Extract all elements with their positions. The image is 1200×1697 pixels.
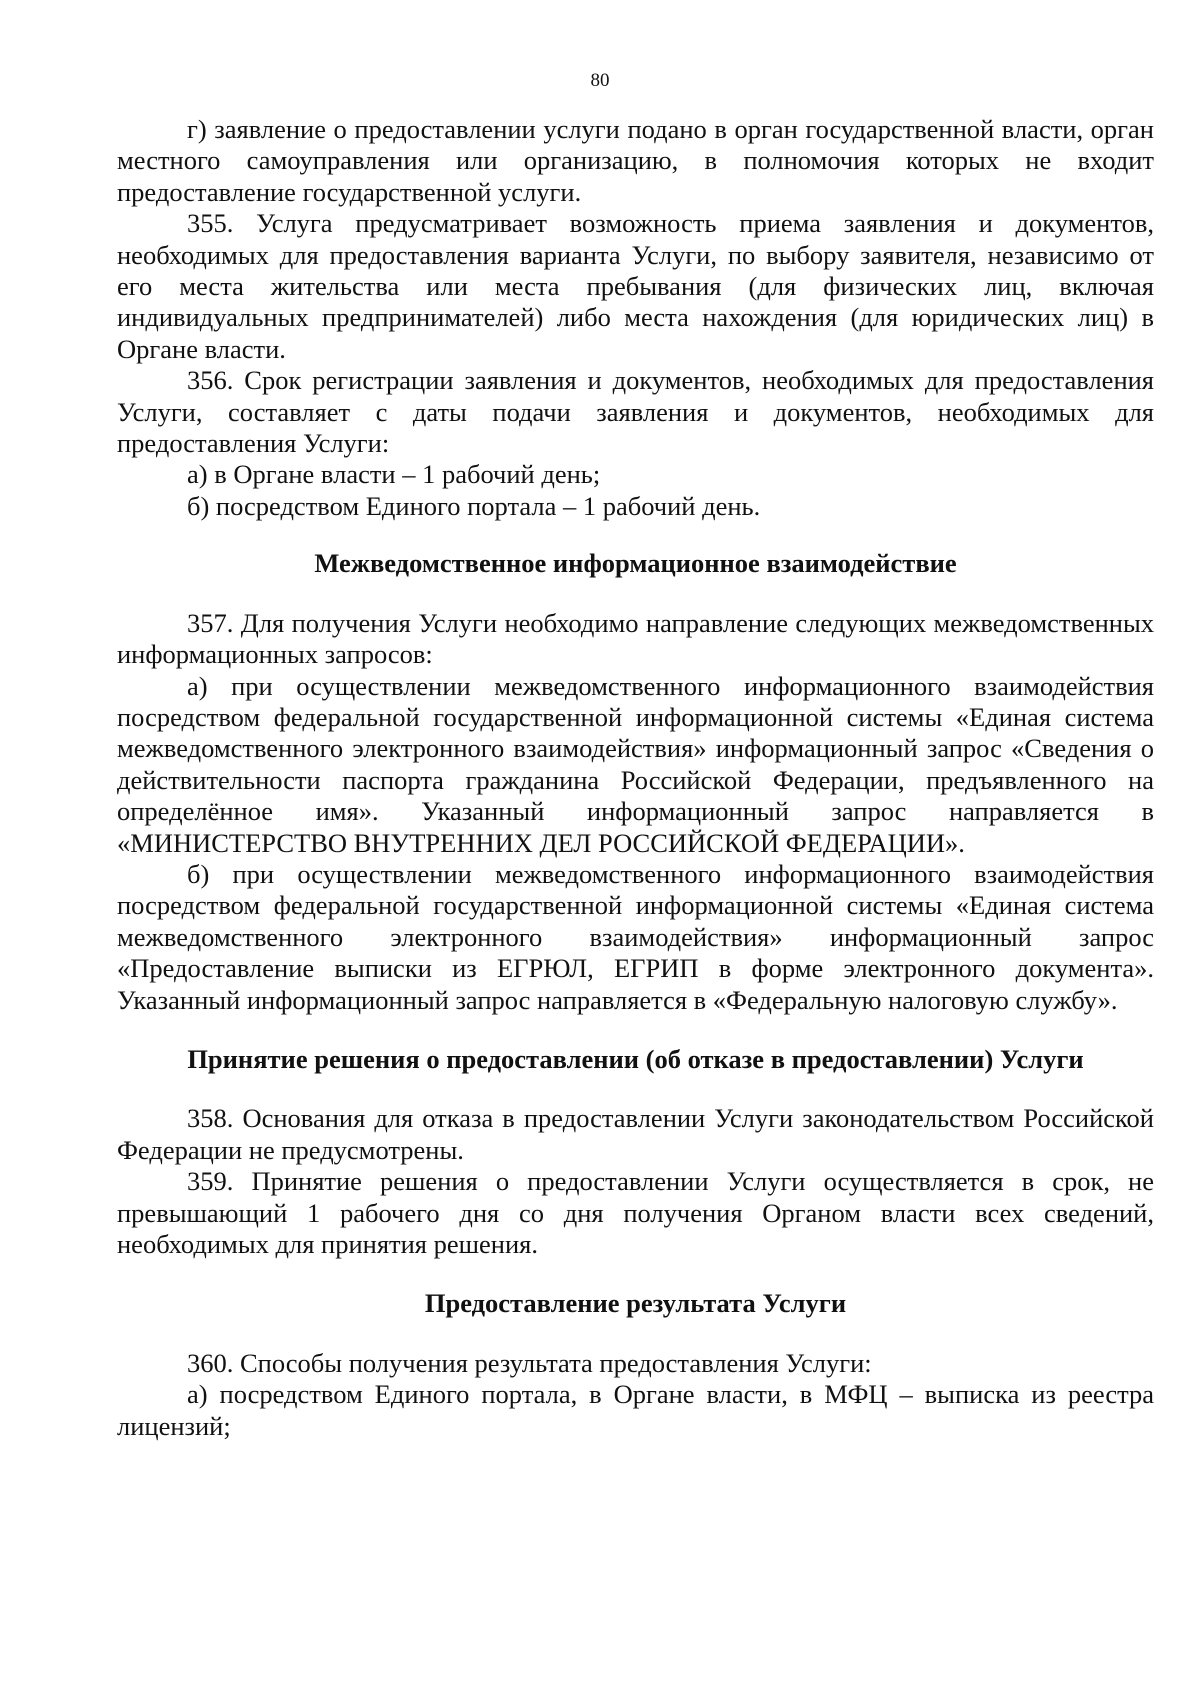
paragraph-357: 357. Для получения Услуги необходимо направление следующих межведомственных информационных запросов: [117,607,1154,670]
paragraph-357-item-a: а) при осуществлении межведомственного информационного взаимодействия посредством федеральной государственной информационной системы «Единая система межведомственного электронного взаимодействия» информационный запрос «Сведения о действительности паспорта гражданина Российской Федерации, предъявленного на определённое имя». Указанный информационный запрос направляется в «МИНИСТЕРСТВО ВНУТРЕННИХ ДЕЛ РОССИЙСКОЙ ФЕДЕРАЦИИ». [117,670,1154,858]
section-heading-interagency: Межведомственное информационное взаимодействие [314,548,957,579]
section-heading-result: Предоставление результата Услуги [424,1288,847,1319]
paragraph-360-item-a: а) посредством Единого портала, в Органе власти, в МФЦ – выписка из реестра лицензий; [117,1379,1154,1441]
paragraph-item-g: г) заявление о предоставлении услуги подано в орган государственной власти, орган местного самоуправления или организацию, в полномочия которых не входит предоставление государственной услуги. [117,114,1154,207]
paragraph-357-item-b: б) при осуществлении межведомственного информационного взаимодействия посредством федеральной государственной информационной системы «Единая система межведомственного электронного взаимодействия» информационный запрос «Предоставление выписки из ЕГРЮЛ, ЕГРИП в форме электронного документа». Указанный информационный запрос направляется в «Федеральную налоговую службу». [117,858,1154,1015]
section-heading-decision: Принятие решения о предоставлении (об отказе в предоставлении) Услуги [187,1043,1084,1074]
paragraph-356: 356. Срок регистрации заявления и документов, необходимых для предоставления Услуги, составляет с даты подачи заявления и документов, необходимых для предоставления Услуги: [117,365,1154,459]
page-number: 80 [590,70,610,91]
paragraph-358: 358. Основания для отказа в предоставлении Услуги законодательством Российской Федерации не предусмотрены. [117,1103,1154,1165]
paragraph-356-item-a: а) в Органе власти – 1 рабочий день; [187,459,601,490]
paragraph-356-item-b: б) посредством Единого портала – 1 рабочий день. [187,490,761,521]
paragraph-355: 355. Услуга предусматривает возможность приема заявления и документов, необходимых для предоставления варианта Услуги, по выбору заявителя, независимо от его места жительства или места пребывания (для физических лиц, включая индивидуальных предпринимателей) либо места нахождения (для юридических лиц) в Органе власти. [117,208,1154,364]
document-body [117,114,1154,1442]
paragraph-359: 359. Принятие решения о предоставлении Услуги осуществляется в срок, не превышающий 1 рабочего дня со дня получения Органом власти всех сведений, необходимых для принятия решения. [117,1166,1154,1259]
paragraph-360: 360. Способы получения результата предоставления Услуги: [187,1347,872,1378]
